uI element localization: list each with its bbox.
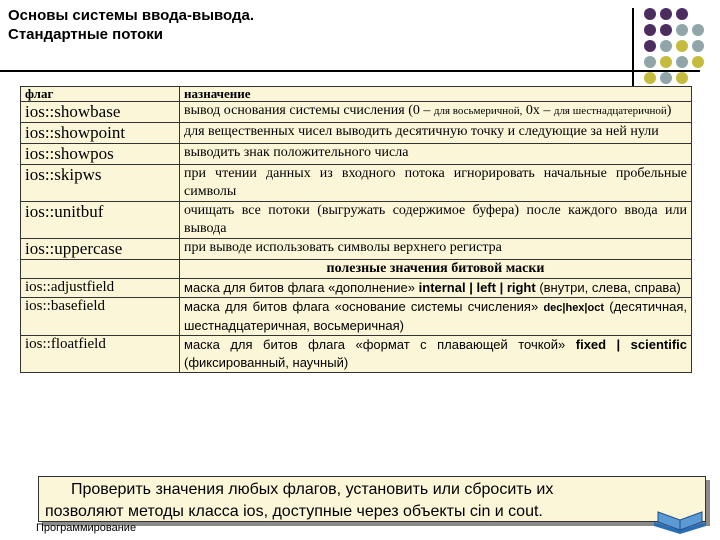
dot-icon [660,8,672,20]
dot-icon [676,24,688,36]
slide-title [8,6,598,44]
table-row [21,123,692,144]
book-icon [650,500,710,536]
desc-cell [180,102,692,123]
dot-icon [676,40,688,52]
title-line-1: Основы системы ввода-вывода. [8,7,255,24]
flags-table [20,86,692,373]
keyword-text: dec|hex|oct [543,302,605,314]
table-row [21,279,692,298]
desc-text: для восьмеричной, [433,105,523,117]
desc-cell [180,279,692,298]
desc-cell [180,298,692,336]
desc-cell: очищать все потоки (выгружать содержимое буфера) после каждого ввода или вывода [180,202,692,239]
desc-text: вывод основания системы счисления (0 – [184,103,434,118]
mask-header: полезные значения битовой маски [180,260,692,279]
flag-cell: ios::basefield [21,298,180,336]
header-flag: флаг [21,87,180,102]
desc-text: (фиксированный, научный) [184,355,349,370]
table-row [21,298,692,336]
flag-cell: ios::showpoint [21,123,180,144]
desc-cell [180,336,692,373]
table-header-row [21,87,692,102]
dot-icon [660,72,672,84]
table-row [21,144,692,165]
flag-cell: ios::adjustfield [21,279,180,298]
desc-text: ) [666,103,672,118]
desc-text: (десятичная, шестнадцатеричная, восьмеричная) [184,299,687,333]
dot-icon [676,8,688,20]
keyword-text: internal | left | right [418,280,536,295]
dot-icon [692,40,704,52]
vertical-divider [632,8,634,86]
dot-icon [644,8,656,20]
dot-icon [692,24,704,36]
title-divider [0,70,700,72]
desc-text: для шестнадцатеричной [553,105,667,117]
desc-text: (внутри, слева, справа) [535,280,681,295]
dot-icon [644,40,656,52]
dot-icon [660,24,672,36]
table-row [21,165,692,202]
desc-cell: при чтении данных из входного потока игнорировать начальные пробельные символы [180,165,692,202]
note-line-1: Проверить значения любых флагов, установить или сбросить их [71,481,554,498]
footer-label: Программирование [36,522,137,534]
keyword-text: fixed | scientific [575,337,687,352]
flag-cell: ios::unitbuf [21,202,180,239]
flag-cell: ios::uppercase [21,239,180,260]
flag-cell: ios::skipws [21,165,180,202]
dot-icon [660,56,672,68]
title-line-2: Стандартные потоки [8,26,164,43]
note-line-2: позволяют методы класса ios, доступные через объекты cin и cout. [45,503,543,520]
mask-header-row [21,260,692,279]
flag-cell [21,260,180,279]
table-row [21,202,692,239]
flag-cell: ios::floatfield [21,336,180,373]
header-purpose: назначение [180,87,692,102]
dot-icon [676,72,688,84]
desc-cell: для вещественных чисел выводить десятичную точку и следующие за ней нули [180,123,692,144]
desc-cell: выводить знак положительного числа [180,144,692,165]
dot-icon [692,56,704,68]
note-box [38,476,706,522]
flag-cell: ios::showpos [21,144,180,165]
table-row [21,239,692,260]
table-row [21,336,692,373]
flag-cell: ios::showbase [21,102,180,123]
desc-text: маска для битов флага «дополнение» [184,280,419,295]
table-row [21,102,692,123]
dot-icon [644,24,656,36]
desc-text: маска для битов флага «формат с плавающей точкой» [184,337,576,352]
desc-cell: при выводе использовать символы верхнего регистра [180,239,692,260]
dot-icon [660,40,672,52]
desc-text: маска для битов флага «основание системы счисления» [184,299,544,314]
dot-icon [644,56,656,68]
desc-text: 0x – [522,103,554,118]
dot-icon [644,72,656,84]
dot-icon [676,56,688,68]
